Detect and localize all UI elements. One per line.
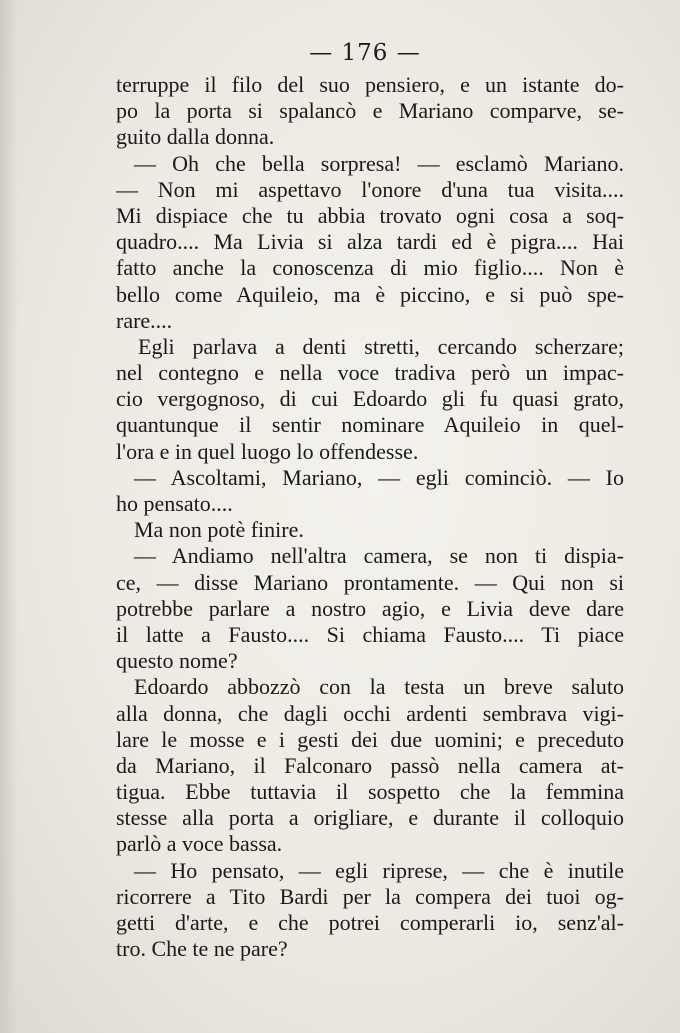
text-line: — Ho pensato, — egli riprese, — che è inutile (134, 857, 624, 883)
text-line: tigua. Ebbe tuttavia il sospetto che la femmina (116, 779, 624, 805)
text-line: po la porta si spalancò e Mariano comparve, se- (116, 98, 624, 124)
text-line: il latte a Fausto.... Si chiama Fausto.... Ti piace (116, 621, 624, 647)
text-line: parlò a voce bassa. (116, 831, 283, 857)
text-line: Mi dispiace che tu abbia trovato ogni cosa a soq- (116, 202, 624, 228)
text-line: getti d'arte, e che potrei comperarli io, senz'al- (116, 910, 624, 935)
text-line: potrebbe parlare a nostro agio, e Livia deve dare (116, 595, 624, 621)
text-line: da Mariano, il Falconaro passò nella camera at- (116, 752, 624, 778)
text-line: terruppe il filo del suo pensiero, e un istante do- (116, 72, 624, 97)
page-binding-shadow (0, 0, 18, 1033)
text-line: Egli parlava a denti stretti, cercando scherzare; (138, 333, 624, 359)
text-line: guito dalla donna. (116, 124, 275, 150)
text-line: ho pensato.... (116, 491, 233, 516)
text-line: alla donna, che dagli occhi ardenti sembrava vigi- (116, 700, 624, 726)
text-line: quantunque il sentir nominare Aquileio in quel- (116, 412, 624, 438)
text-line: Edoardo abbozzò con la testa un breve saluto (134, 674, 624, 700)
text-line: cio vergognoso, di cui Edoardo gli fu quasi grato, (116, 386, 624, 412)
text-line: lare le mosse e i gesti dei due uomini; e preceduto (116, 726, 624, 752)
body-text (116, 72, 624, 962)
text-line: — Andiamo nell'altra camera, se non ti dispia- (134, 543, 624, 569)
text-line: ce, — disse Mariano prontamente. — Qui non si (116, 569, 624, 595)
text-line: — Ascoltami, Mariano, — egli cominciò. — Io (134, 464, 624, 490)
text-line: quadro.... Ma Livia si alza tardi ed è pigra.... Hai (116, 229, 624, 255)
text-line: bello come Aquileio, ma è piccino, e si può spe- (116, 281, 624, 307)
text-line: — Non mi aspettavo l'onore d'una tua visita.... (116, 176, 624, 202)
text-line: fatto anche la conoscenza di mio figlio.... Non è (116, 255, 624, 281)
text-line: l'ora e in quel luogo lo offendesse. (116, 438, 419, 464)
text-line: questo nome? (116, 648, 238, 674)
text-line: tro. Che te ne pare? (116, 936, 288, 962)
text-line: stesse alla porta a origliare, e durante il colloquio (116, 805, 624, 831)
text-line: ricorrere a Tito Bardi per la compera dei tuoi og- (116, 883, 624, 909)
text-line: Ma non potè finire. (134, 517, 304, 543)
text-line: — Oh che bella sorpresa! — esclamò Mariano. (134, 150, 624, 176)
text-line: nel contegno e nella voce tradiva però un impac- (116, 360, 624, 386)
text-line: rare.... (116, 307, 173, 333)
page-number: — 176 — (309, 40, 421, 66)
